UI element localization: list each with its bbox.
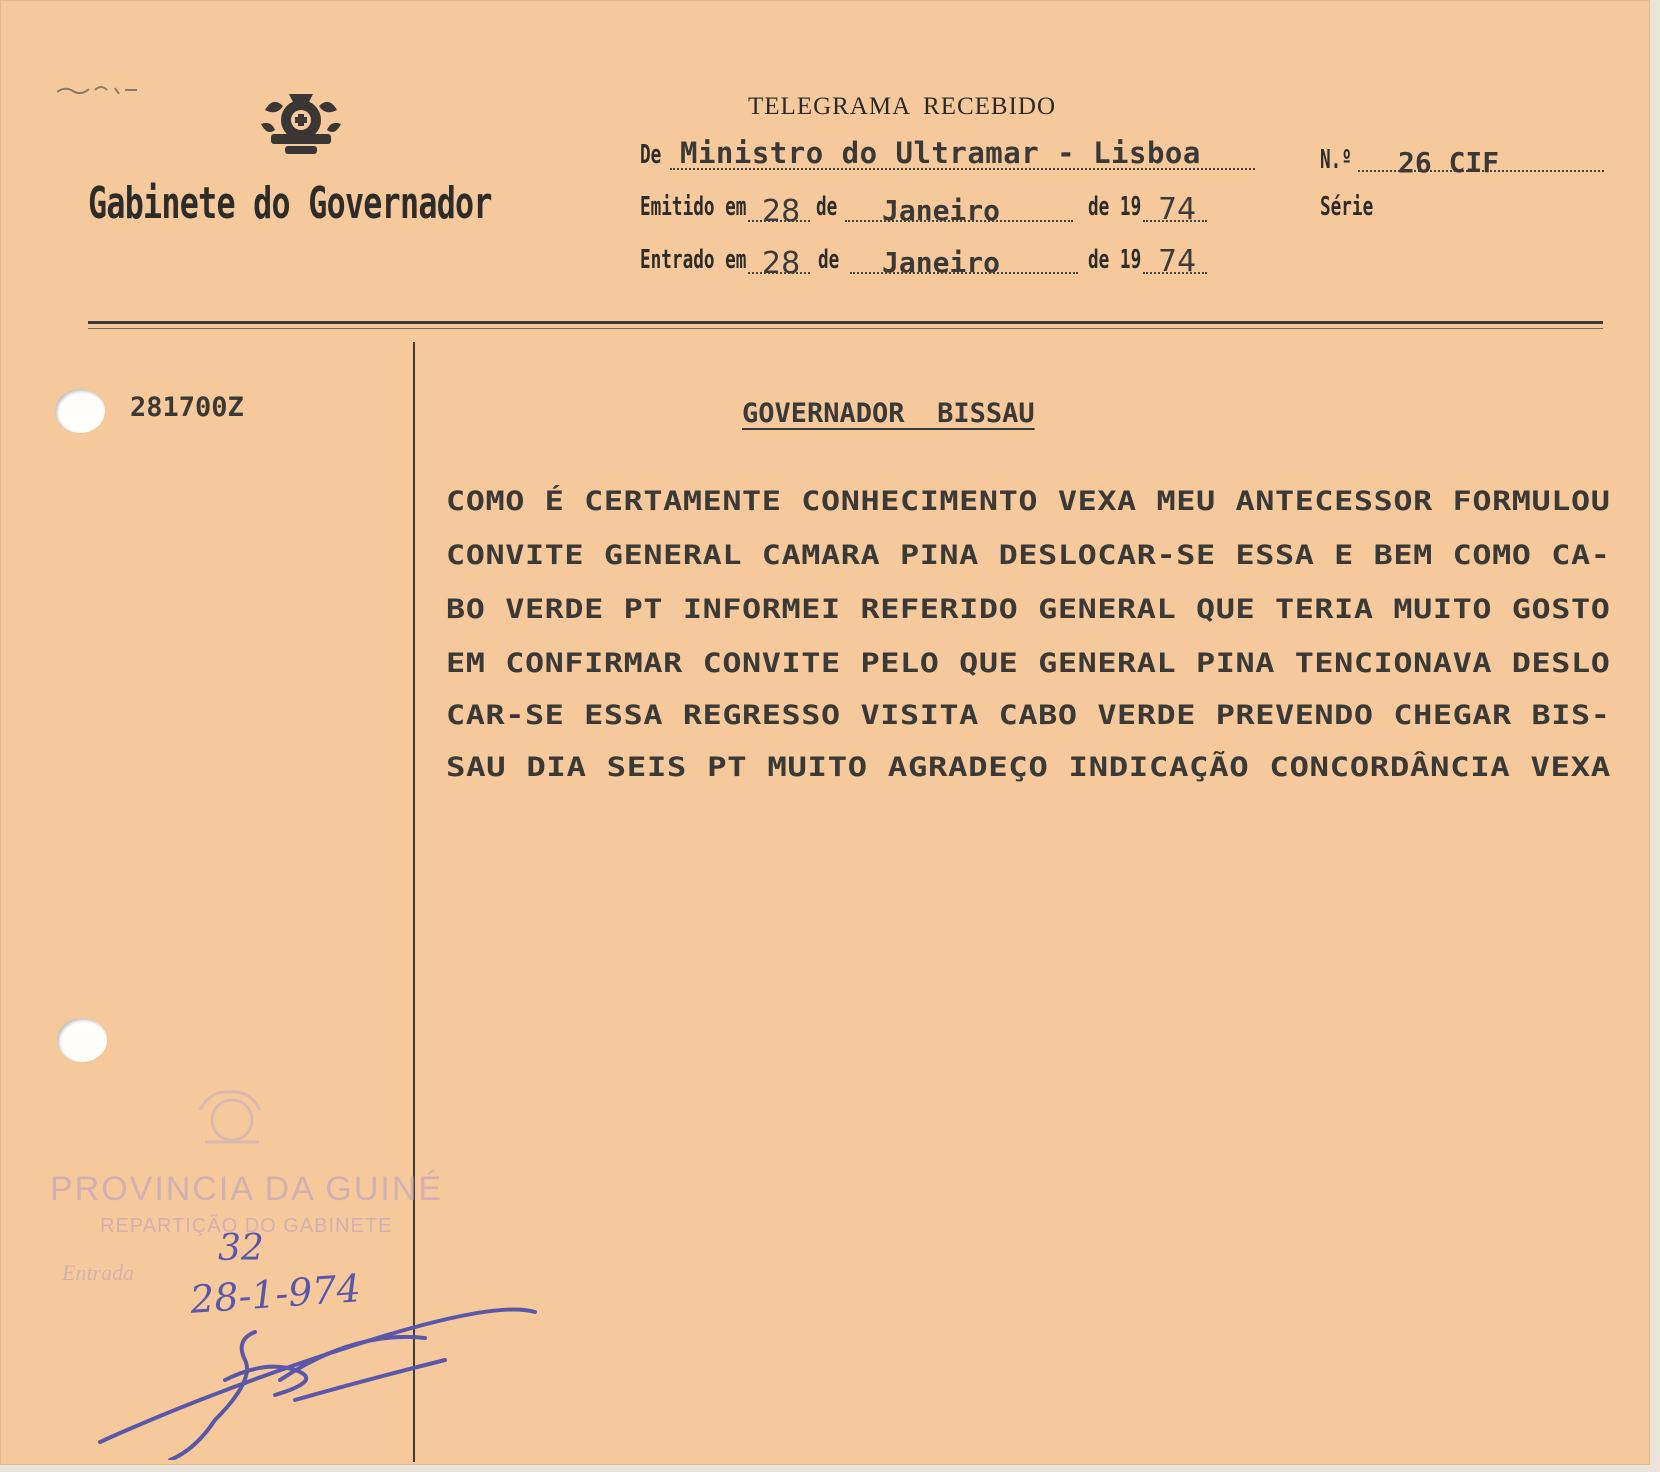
from-label-wrap [640,140,671,170]
signature [95,1300,545,1460]
received-day: 28 [762,246,801,281]
issued-day: 28 [762,194,801,229]
pencil-mark [55,82,145,98]
message-line: BO VERDE PT INFORMEI REFERIDO GENERAL QUE TERIA MUITO GOSTO [446,594,1611,625]
header-rule-thin [88,328,1603,329]
handwritten-entry-date: 28-1-974 [188,1266,363,1322]
received-label: Entrado em [640,245,747,275]
message-line: COMO É CERTAMENTE CONHECIMENTO VEXA MEU ANTECESSOR FORMULOU [446,486,1611,517]
from-label: De [640,140,662,170]
message-line: CONVITE GENERAL CAMARA PINA DESLOCAR-SE ESSA E BEM COMO CA- [446,540,1611,571]
message-line: EM CONFIRMAR CONVITE PELO QUE GENERAL PINA TENCIONAVA DESLO [446,648,1611,679]
message-line: SAU DIA SEIS PT MUITO AGRADEÇO INDICAÇÃO CONCORDÂNCIA VEXA [446,752,1611,783]
document-title: TELEGRAMA RECEBIDO [748,93,1057,120]
issued-label: Emitido em [640,192,747,222]
issued-de1: de [816,192,838,222]
from-value: Ministro do Ultramar - Lisboa [680,136,1201,170]
issued-de2-wrap [1088,192,1166,222]
handwritten-entry-number: 32 [218,1228,264,1269]
received-de2-wrap [1088,245,1166,275]
received-de1: de [818,245,840,275]
number-digits [1398,146,1499,179]
message-line: CAR-SE ESSA REGRESSO VISITA CABO VERDE PREVENDO CHEGAR BIS- [446,700,1611,731]
number-label: N.º [1320,145,1352,175]
header-rule-thick [88,321,1603,324]
punch-hole-bottom [57,1018,107,1062]
issued-de2: de 19 [1088,192,1142,222]
office-name: Gabinete do Governador [88,178,492,229]
received-de2: de 19 [1088,245,1142,275]
received-month: Janeiro [882,246,1001,279]
datetime-group: 281700Z [130,392,244,423]
punch-hole-top [55,389,105,433]
received-year: 74 [1158,244,1197,279]
issued-de1-wrap [816,192,847,222]
number-value: 26 CIF [1398,146,1500,179]
series-label: Série [1320,192,1374,222]
issued-month: Janeiro [882,194,1001,227]
series-label-wrap [1320,192,1398,222]
stamp-department: REPARTIÇÃO DO GABINETE [100,1215,393,1237]
stamp-province: PROVINCIA DA GUINÉ [50,1170,444,1208]
stamp-entry-label: Entrada [62,1260,135,1285]
addressee: GOVERNADOR BISSAU [742,398,1035,429]
coat-of-arms-icon [255,90,347,162]
received-de1-wrap [818,245,849,275]
issued-year: 74 [1158,192,1197,227]
